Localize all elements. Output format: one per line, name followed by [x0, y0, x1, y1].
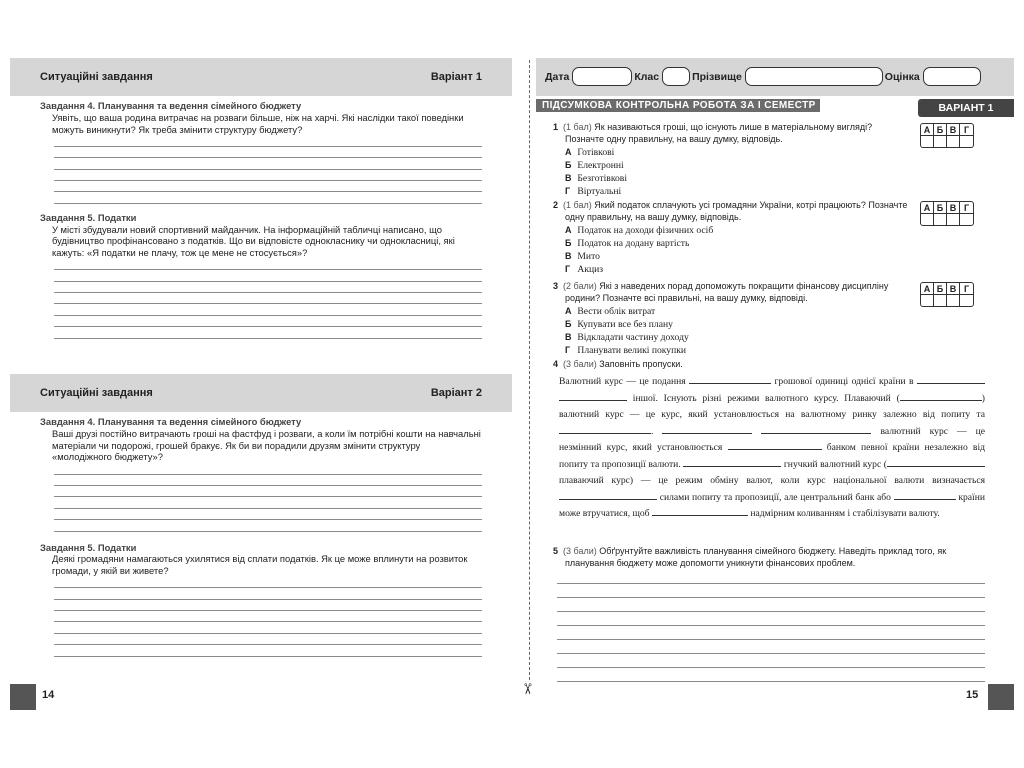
option: Г Віртуальні	[565, 186, 622, 198]
blank[interactable]	[887, 457, 985, 467]
task-5-variant-1	[10, 204, 512, 339]
blank[interactable]	[683, 457, 781, 467]
task-title: Завдання 4. Планування та ведення сімейного бюджету	[40, 416, 302, 427]
task-title: Завдання 5. Податки	[40, 541, 137, 553]
variant-badge: ВАРІАНТ 1	[918, 99, 1014, 117]
option: В Мито	[565, 251, 600, 263]
question-text: Який податок сплачують усі громадяни України, котрі працюють? Позначте одну правильну, на вашу думку, відповідь.	[565, 200, 908, 223]
task-5-variant-2	[10, 532, 512, 657]
question-text: Які з наведених порад допоможуть покращити фінансову дисципліну родини? Позначте всі правильні, на вашу думку, відповіді.	[565, 281, 889, 304]
student-info-fields	[545, 67, 981, 86]
question-2: 2 (1 бал) Який податок сплачують усі громадяни України, котрі працюють? Позначте одну правильну, на вашу думку, відповідь. А Податок на доходи фізичних осіб Б Податок на додану вартість В Мито Г Акциз	[545, 199, 913, 277]
question-1: 1 (1 бал) Як називаються гроші, що існують лише в матеріальному вигляді? Позначте одну правильну, на вашу думку, відповідь. А Готівкові Б Електронні В Безготівкові Г Віртуальні	[545, 121, 913, 199]
task-text: У місті збудували новий спортивний майданчик. На інформаційній табличці написано, що будівництво профінансовано з податків. Що ви відповісте однокласнику чи однокласниці, які кажуть: «Я податки не плачу, тож це мене не стосується»?	[52, 223, 455, 259]
task-4-variant-2	[10, 416, 512, 532]
answer-grid-q2[interactable]: А Б В Г	[920, 201, 974, 226]
date-field[interactable]	[572, 67, 632, 86]
task-4-variant-1	[10, 96, 512, 204]
surname-label: Прізвище	[692, 70, 742, 83]
option: А Вести облік витрат	[565, 305, 656, 317]
option: В Відкладати частину доходу	[565, 332, 689, 344]
corner-marker-right	[988, 684, 1014, 710]
question-4: 4 (3 бали) Заповніть пропуски. Валютний курс — це подання грошової одиниці однієї країни в іншої. Існують різні режими валютного курсу. Плаваючий ( ) валютний курс — це курс, який установлюється на валютному ринку залежно від попиту та . валютний курс — це незмінний курс, який установлюється банком певної країни незалежно від попиту та пропозиції валюти. гнучкий валютний курс ( плаваючий курс) — це режим обміну валют, коли курс національної валюти визначається силами попиту та пропозиції, але центральний банк або країни може втручатися, щоб надмірним коливанням і стабілізувати валюту.	[545, 358, 985, 523]
test-title: ПІДСУМКОВА КОНТРОЛЬНА РОБОТА ЗА І СЕМЕСТР	[536, 99, 820, 112]
blank[interactable]	[894, 490, 956, 500]
date-label: Дата	[545, 70, 570, 83]
option: Б Податок на додану вартість	[565, 237, 690, 249]
page-number-left: 14	[42, 689, 55, 701]
answer-grid-q3[interactable]: А Б В Г	[920, 282, 974, 307]
task-text: Деякі громадяни намагаються ухилятися від сплати податків. Як це може вплинути на розвиток громади, у якій ви живете?	[52, 553, 468, 577]
section-title: Ситуаційні завдання	[40, 71, 153, 83]
task-title: Завдання 4. Планування та ведення сімейного бюджету	[40, 100, 302, 111]
blank[interactable]	[662, 424, 752, 434]
answer-lines[interactable]	[40, 259, 482, 339]
corner-marker-left	[10, 684, 36, 710]
question-text: Обґрунтуйте важливість планування сімейного бюджету. Наведіть приклад того, як планування бюджету може допомогти уникнути фінансових проблем.	[565, 546, 947, 569]
cut-line	[529, 60, 530, 680]
grade-label: Оцінка	[884, 70, 920, 83]
task-title: Завдання 5. Податки	[40, 211, 137, 223]
blank[interactable]	[559, 391, 627, 401]
section-header-variant-2	[10, 374, 512, 412]
blank[interactable]	[917, 374, 985, 384]
class-label: Клас	[634, 70, 660, 83]
surname-field[interactable]	[745, 67, 883, 86]
answer-grid-q1[interactable]: А Б В Г	[920, 123, 974, 148]
answer-lines[interactable]	[40, 135, 482, 203]
option: А Податок на доходи фізичних осіб	[565, 224, 714, 236]
answer-lines[interactable]	[545, 570, 985, 682]
option: В Безготівкові	[565, 173, 628, 185]
option: Г Акциз	[565, 264, 604, 276]
option: А Готівкові	[565, 146, 615, 158]
question-text: Заповніть пропуски.	[599, 359, 683, 369]
scissors-icon: ✂	[518, 682, 537, 696]
blank[interactable]	[652, 506, 748, 516]
blank[interactable]	[761, 424, 871, 434]
answer-lines[interactable]	[40, 577, 482, 657]
task-text: Ваші друзі постійно витрачають гроші на фастфуд і розваги, а коли їм потрібні кошти на навчальні матеріали чи подорожі, грошей бракує. Як би ви порадили друзям змінити структуру «молодіжного бюджету»?	[52, 427, 481, 463]
variant-label: Варіант 1	[430, 71, 482, 83]
left-page	[10, 58, 512, 710]
option: Г Планувати великі покупки	[565, 345, 687, 357]
blank[interactable]	[689, 374, 771, 384]
task-text: Уявіть, що ваша родина витрачає на розваги більше, ніж на харчі. Які наслідки такої поведінки можуть виникнути? Як треба змінити структуру бюджету?	[52, 111, 464, 135]
question-5: 5 (3 бали) Обґрунтуйте важливість планування сімейного бюджету. Наведіть приклад того, як планування бюджету може допомогти уникнути фінансових проблем.	[545, 545, 985, 682]
blank[interactable]	[728, 440, 822, 450]
blank[interactable]	[559, 490, 657, 500]
page-number-right: 15	[966, 689, 979, 701]
option: Б Електронні	[565, 159, 624, 171]
section-title: Ситуаційні завдання	[40, 387, 153, 399]
section-header-variant-1	[10, 58, 512, 96]
grade-field[interactable]	[923, 67, 981, 86]
blank[interactable]	[900, 391, 982, 401]
question-text: Як називаються гроші, що існують лише в матеріальному вигляді? Позначте одну правильну, на вашу думку, відповідь.	[565, 122, 873, 145]
answer-lines[interactable]	[40, 463, 482, 531]
fill-in-text: Валютний курс — це подання грошової одиниці однієї країни в іншої. Існують різні режими валютного курсу. Плаваючий ( ) валютний курс — це курс, який установлюється на валютному ринку залежно від попиту та . валютний курс — це незмінний курс, який установлюється банком певної країни незалежно від попиту та пропозиції валюти. гнучкий валютний курс ( плаваючий курс) — це режим обміну валют, коли курс національної валюти визначається силами попиту та пропозиції, але центральний банк або країни може втручатися, щоб надмірним коливанням і стабілізувати валюту.	[559, 376, 986, 520]
class-field[interactable]	[662, 67, 690, 86]
variant-label: Варіант 2	[430, 387, 482, 399]
option: Б Купувати все без плану	[565, 318, 673, 330]
question-3: 3 (2 бали) Які з наведених порад допоможуть покращити фінансову дисципліну родини? Позначте всі правильні, на вашу думку, відповіді. А Вести облік витрат Б Купувати все без плану В Відкладати частину доходу Г Планувати великі покупки	[545, 280, 913, 358]
blank[interactable]	[559, 424, 651, 434]
